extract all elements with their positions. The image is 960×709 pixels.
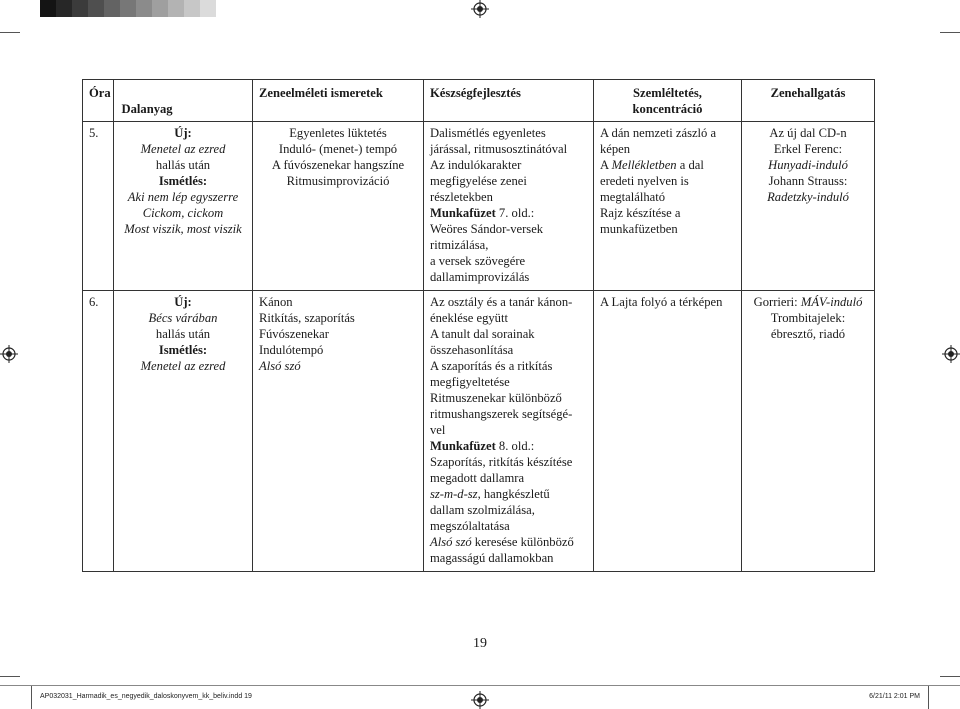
skill-item: Az indulókarakter [430, 158, 522, 172]
skill-item: Az osztály és a tanár kánon- [430, 295, 573, 309]
theory-item: Egyenletes lüktetés [289, 126, 387, 140]
lesson-number: 6. [89, 295, 99, 309]
visual-item: képen [600, 142, 631, 156]
song-title: Aki nem lép egyszerre [127, 190, 239, 204]
song-title: Cickom, cickom [142, 206, 224, 220]
color-swatch [104, 0, 120, 17]
cell-keszseg [424, 122, 594, 291]
trim-mark [0, 32, 20, 33]
visual-item: eredeti nyelven is [600, 174, 689, 188]
visual-text: a dal [676, 158, 704, 172]
color-swatch [184, 0, 200, 17]
composer: Johann Strauss: [768, 174, 848, 188]
song-title: Most viszik, most viszik [124, 222, 242, 236]
work-title: MÁV-induló [800, 295, 863, 309]
header-keszsegfejlesztes-label: Készségfejlesztés [430, 86, 521, 100]
skill-item: A szaporítás és a ritkítás [430, 359, 553, 373]
table-row [83, 122, 875, 291]
song-title: Menetel az ezred [140, 142, 226, 156]
visual-item: Rajz készítése a [600, 206, 681, 220]
cell-dalanyag [114, 291, 253, 572]
cell-zenehallgatas [742, 122, 875, 291]
skill-item: Ritmuszenekar különböző [430, 391, 562, 405]
song-note: hallás után [155, 327, 211, 341]
skill-item: megfigyeltetése [430, 375, 510, 389]
skill-item: vel [430, 423, 446, 437]
workbook-ref [430, 205, 587, 221]
print-color-bar [40, 0, 216, 17]
header-szemleltetes-label: Szemléltetés, [633, 86, 702, 100]
header-zenehallgatas-label: Zenehallgatás [770, 86, 846, 100]
theory-item: Induló- (menet-) tempó [278, 142, 398, 156]
visual-item: munkafüzetben [600, 222, 678, 236]
listening-item: Trombitajelek: [770, 311, 846, 325]
cell-szemleltetes [594, 122, 742, 291]
cell-zeneelmeleti [253, 122, 424, 291]
skill-item: éneklése együtt [430, 311, 508, 325]
cell-dalanyag [114, 122, 253, 291]
skill-item [430, 486, 587, 502]
visual-item [600, 157, 735, 173]
cell-ora [83, 291, 114, 572]
repeat-label: Ismétlés: [158, 343, 208, 357]
visual-text: A [600, 158, 612, 172]
header-szemleltetes [594, 80, 742, 122]
skill-item: magasságú dallamokban [430, 551, 554, 565]
workbook-page: 8. old.: [495, 439, 535, 453]
header-dalanyag-label: Dalanyag [121, 102, 173, 116]
skill-item: megfigyelése zenei [430, 174, 527, 188]
skill-item: járással, ritmusosztinátóval [430, 142, 568, 156]
header-zenehallgatas [742, 80, 875, 122]
listening-item: ébresztő, riadó [770, 327, 846, 341]
theory-item: Ritkítás, szaporítás [259, 311, 355, 325]
color-swatch [56, 0, 72, 17]
cell-keszseg [424, 291, 594, 572]
listening-item: Az új dal CD-n [769, 126, 847, 140]
theory-item: Ritmusimprovizáció [286, 174, 390, 188]
header-ora [83, 80, 173, 122]
trim-mark [0, 676, 20, 677]
skill-item: dallam szolmizálása, [430, 503, 535, 517]
workbook-ref [430, 438, 587, 454]
registration-mark-icon [942, 345, 960, 363]
color-swatch [72, 0, 88, 17]
skill-item [430, 534, 587, 550]
cell-zeneelmeleti [253, 291, 424, 572]
color-swatch [88, 0, 104, 17]
registration-mark-icon [0, 345, 18, 363]
cell-szemleltetes [594, 291, 742, 572]
listening-item [748, 294, 868, 310]
theory-item: Kánon [259, 295, 293, 309]
song-title: Bécs várában [148, 311, 218, 325]
visual-item: A dán nemzeti zászló a [600, 126, 717, 140]
visual-item: A Lajta folyó a térképen [600, 295, 723, 309]
song-title: Menetel az ezred [140, 359, 226, 373]
color-swatch [136, 0, 152, 17]
new-song-label: Új: [174, 295, 192, 309]
repeat-label: Ismétlés: [158, 174, 208, 188]
term: Alsó szó [430, 535, 472, 549]
new-song-label: Új: [174, 126, 192, 140]
appendix-ref: Mellékletben [611, 158, 677, 172]
table-header-row [83, 80, 875, 122]
slug-timestamp: 6/21/11 2:01 PM [869, 693, 920, 700]
color-swatch [120, 0, 136, 17]
workbook-label: Munkafüzet [430, 206, 496, 220]
cell-zenehallgatas [742, 291, 875, 572]
header-zeneelmeleti-label: Zeneelméleti ismeretek [259, 86, 383, 100]
skill-item: Dalismétlés egyenletes [430, 126, 546, 140]
color-swatch [200, 0, 216, 17]
theory-item: Indulótempó [259, 343, 324, 357]
skill-item: ritmizálása, [430, 238, 489, 252]
skill-item: dallamimprovizálás [430, 270, 530, 284]
skill-text: , hangkészletű [477, 487, 550, 501]
skill-item: Weöres Sándor-versek [430, 222, 544, 236]
skill-item: részletekben [430, 190, 493, 204]
trim-mark [940, 676, 960, 677]
header-zeneelmeleti [253, 80, 424, 122]
skill-item: a versek szövegére [430, 254, 526, 268]
slug-file-info: AP032031_Harmadik_es_negyedik_daloskonyvem_kk_beliv.indd 19 [40, 693, 252, 700]
header-ora-label: Óra [89, 86, 111, 100]
composer: Erkel Ferenc: [773, 142, 843, 156]
skill-item: megadott dallamra [430, 471, 525, 485]
skill-item: megszólaltatása [430, 519, 510, 533]
work-title: Hunyadi-induló [768, 158, 848, 172]
composer: Gorrieri: [753, 295, 801, 309]
skill-item: Szaporítás, ritkítás készítése [430, 455, 573, 469]
solfege-set: sz-m-d-sz [430, 487, 478, 501]
work-title: Radetzky-induló [767, 190, 849, 204]
skill-item: A tanult dal sorainak [430, 327, 535, 341]
cell-ora [83, 122, 114, 291]
skill-item: ritmushangszerek segítségé- [430, 407, 573, 421]
workbook-page: 7. old.: [495, 206, 535, 220]
color-swatch [152, 0, 168, 17]
lesson-plan-table [82, 79, 875, 572]
lesson-number: 5. [89, 126, 99, 140]
table-row [83, 291, 875, 572]
color-swatch [168, 0, 184, 17]
trim-mark [940, 32, 960, 33]
header-koncentracio-label: koncentráció [632, 102, 703, 116]
song-note: hallás után [155, 158, 211, 172]
skill-item: összehasonlítása [430, 343, 514, 357]
skill-text: keresése különböző [471, 535, 574, 549]
page-number: 19 [473, 636, 487, 651]
visual-item: megtalálható [600, 190, 666, 204]
color-swatch [40, 0, 56, 17]
theory-item: Fúvószenekar [259, 327, 329, 341]
header-keszsegfejlesztes [424, 80, 594, 122]
workbook-label: Munkafüzet [430, 439, 496, 453]
theory-item: Alsó szó [259, 359, 301, 373]
registration-mark-icon [471, 0, 489, 18]
theory-item: A fúvószenekar hangszíne [271, 158, 405, 172]
